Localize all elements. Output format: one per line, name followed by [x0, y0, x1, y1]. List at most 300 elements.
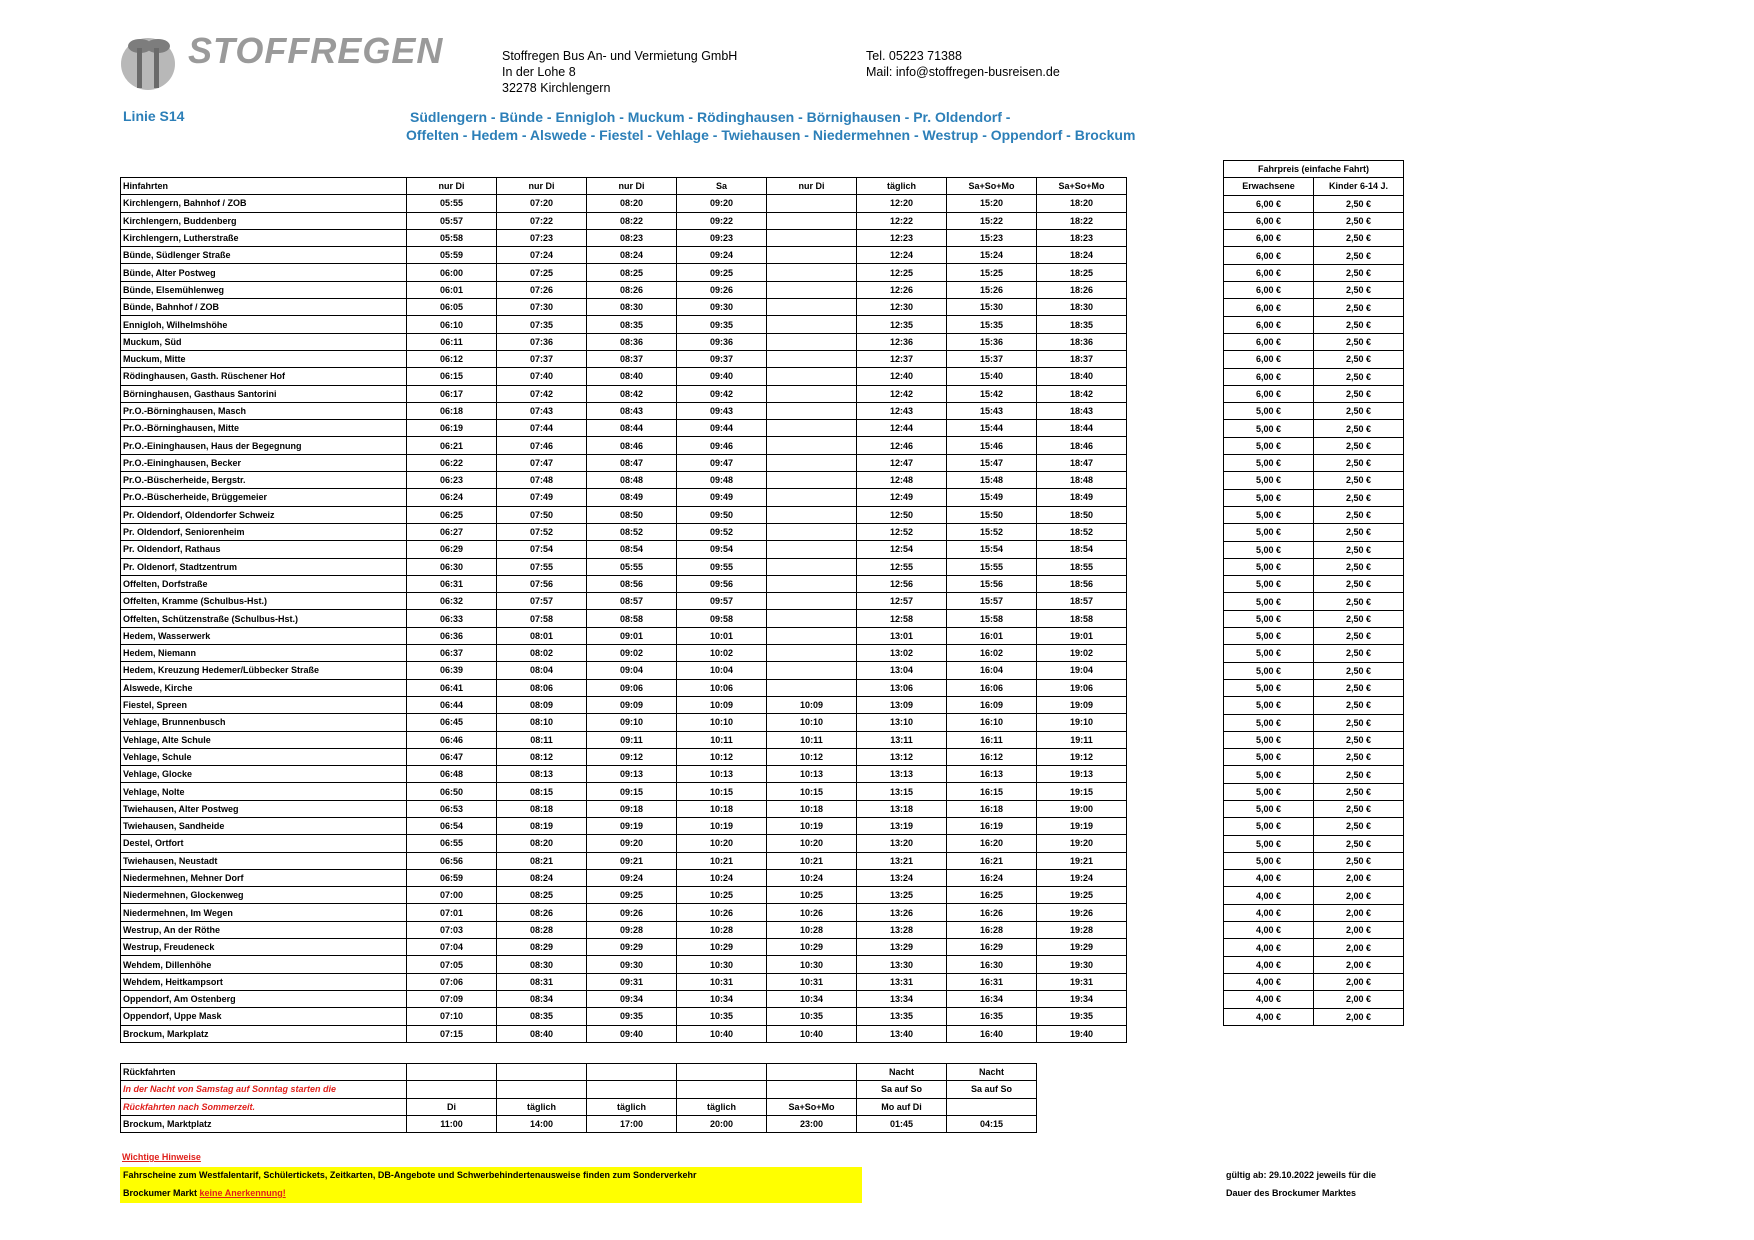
table-row [121, 662, 1127, 679]
fare-price: 5,00 € [1224, 645, 1314, 662]
departure-time: 16:13 [947, 766, 1037, 783]
departure-time: 18:50 [1037, 506, 1127, 523]
departure-time: 08:06 [497, 679, 587, 696]
departure-time [767, 541, 857, 558]
fare-price: 2,50 € [1314, 800, 1404, 817]
departure-time: 12:47 [857, 454, 947, 471]
departure-time: 12:55 [857, 558, 947, 575]
departure-time: 19:21 [1037, 852, 1127, 869]
departure-time: 06:25 [407, 506, 497, 523]
departure-time: 10:11 [677, 731, 767, 748]
fare-title: Fahrpreis (einfache Fahrt) [1224, 161, 1404, 178]
departure-time: 10:09 [767, 696, 857, 713]
departure-time: 07:57 [497, 593, 587, 610]
departure-time: 07:09 [407, 990, 497, 1007]
departure-time: 07:54 [497, 541, 587, 558]
departure-time: 07:49 [497, 489, 587, 506]
departure-time: 09:55 [677, 558, 767, 575]
departure-time: 06:01 [407, 281, 497, 298]
departure-time: 07:22 [497, 212, 587, 229]
departure-time: 10:19 [677, 817, 767, 834]
stop-name: Bünde, Elsemühlenweg [121, 281, 407, 298]
return-time: 23:00 [767, 1115, 857, 1132]
departure-time: 09:57 [677, 593, 767, 610]
departure-time: 12:22 [857, 212, 947, 229]
fare-price: 6,00 € [1224, 230, 1314, 247]
return-row [121, 1064, 1037, 1081]
fare-price: 5,00 € [1224, 403, 1314, 420]
fare-row [1224, 230, 1404, 247]
fare-price: 2,00 € [1314, 973, 1404, 990]
departure-time: 12:52 [857, 523, 947, 540]
fare-price: 5,00 € [1224, 783, 1314, 800]
fare-price: 4,00 € [1224, 956, 1314, 973]
departure-time: 16:25 [947, 887, 1037, 904]
stop-name: Offelten, Kramme (Schulbus-Hst.) [121, 593, 407, 610]
departure-time: 10:18 [767, 800, 857, 817]
departure-time: 06:48 [407, 766, 497, 783]
departure-time: 08:48 [587, 472, 677, 489]
departure-time: 08:26 [497, 904, 587, 921]
fare-price: 5,00 € [1224, 662, 1314, 679]
fare-row [1224, 316, 1404, 333]
table-row [121, 714, 1127, 731]
departure-time: 13:19 [857, 817, 947, 834]
fare-price: 6,00 € [1224, 351, 1314, 368]
departure-time: 19:31 [1037, 973, 1127, 990]
departure-time: 15:35 [947, 316, 1037, 333]
departure-time: 12:48 [857, 472, 947, 489]
departure-time: 10:29 [767, 939, 857, 956]
fare-price: 4,00 € [1224, 887, 1314, 904]
fare-row [1224, 679, 1404, 696]
departure-time: 06:41 [407, 679, 497, 696]
table-row [121, 766, 1127, 783]
fare-price: 5,00 € [1224, 455, 1314, 472]
departure-time: 08:58 [587, 610, 677, 627]
fare-price: 5,00 € [1224, 697, 1314, 714]
departure-time: 12:26 [857, 281, 947, 298]
fare-price: 4,00 € [1224, 939, 1314, 956]
table-row [121, 299, 1127, 316]
table-row [121, 679, 1127, 696]
fare-price: 2,50 € [1314, 455, 1404, 472]
stop-name: Vehlage, Brunnenbusch [121, 714, 407, 731]
departure-time: 15:30 [947, 299, 1037, 316]
fare-row [1224, 922, 1404, 939]
stop-name: Pr.O.-Eininghausen, Becker [121, 454, 407, 471]
departure-time: 08:37 [587, 350, 677, 367]
departure-time: 19:24 [1037, 869, 1127, 886]
departure-time: 09:20 [677, 195, 767, 212]
stop-name: Kirchlengern, Buddenberg [121, 212, 407, 229]
fare-price: 2,50 € [1314, 420, 1404, 437]
departure-time [767, 264, 857, 281]
table-row [121, 939, 1127, 956]
fare-price: 6,00 € [1224, 385, 1314, 402]
departure-time: 10:10 [767, 714, 857, 731]
departure-time: 18:55 [1037, 558, 1127, 575]
departure-time: 09:24 [677, 247, 767, 264]
fare-row [1224, 351, 1404, 368]
departure-time: 09:56 [677, 575, 767, 592]
fare-row [1224, 904, 1404, 921]
return-time: täglich [587, 1098, 677, 1115]
table-row [121, 420, 1127, 437]
departure-time [767, 454, 857, 471]
phone-number: Tel. 05223 71388 [866, 49, 962, 63]
departure-time: 16:02 [947, 645, 1037, 662]
fare-price: 6,00 € [1224, 368, 1314, 385]
fare-row [1224, 991, 1404, 1008]
departure-time: 06:36 [407, 627, 497, 644]
departure-time: 09:36 [677, 333, 767, 350]
fare-row [1224, 973, 1404, 990]
company-street: In der Lohe 8 [502, 65, 576, 79]
fare-row [1224, 749, 1404, 766]
departure-time: 07:36 [497, 333, 587, 350]
departure-time: 13:20 [857, 835, 947, 852]
departure-time: 10:20 [767, 835, 857, 852]
fare-price: 5,00 € [1224, 437, 1314, 454]
table-row [121, 748, 1127, 765]
fare-price: 5,00 € [1224, 506, 1314, 523]
departure-time: 07:23 [497, 229, 587, 246]
departure-time [767, 679, 857, 696]
table-row [121, 852, 1127, 869]
table-row [121, 1025, 1127, 1042]
departure-time: 08:13 [497, 766, 587, 783]
departure-time: 05:58 [407, 229, 497, 246]
fare-price: 5,00 € [1224, 610, 1314, 627]
departure-time: 12:42 [857, 385, 947, 402]
departure-time [767, 610, 857, 627]
departure-time: 08:40 [497, 1025, 587, 1042]
departure-time: 15:49 [947, 489, 1037, 506]
return-time: 20:00 [677, 1115, 767, 1132]
departure-time: 16:40 [947, 1025, 1037, 1042]
return-time: 01:45 [857, 1115, 947, 1132]
table-row [121, 212, 1127, 229]
fare-price: 2,50 € [1314, 524, 1404, 541]
departure-time: 07:55 [497, 558, 587, 575]
departure-time: 08:44 [587, 420, 677, 437]
departure-time [767, 437, 857, 454]
fare-row [1224, 437, 1404, 454]
departure-time: 18:58 [1037, 610, 1127, 627]
fare-price: 2,50 € [1314, 489, 1404, 506]
departure-time: 18:35 [1037, 316, 1127, 333]
fare-price: 2,00 € [1314, 887, 1404, 904]
return-time [677, 1064, 767, 1081]
fare-price: 2,50 € [1314, 282, 1404, 299]
departure-time: 09:22 [677, 212, 767, 229]
fare-price: 2,50 € [1314, 766, 1404, 783]
company-contact [866, 48, 1060, 80]
notes-line-2-text: Brockumer Markt [123, 1188, 200, 1198]
departure-time: 10:06 [677, 679, 767, 696]
fare-price: 4,00 € [1224, 870, 1314, 887]
departure-time [767, 523, 857, 540]
departure-time: 06:29 [407, 541, 497, 558]
departure-time: 07:04 [407, 939, 497, 956]
fare-price: 2,50 € [1314, 731, 1404, 748]
stop-name: Wehdem, Dillenhöhe [121, 956, 407, 973]
departure-time: 12:20 [857, 195, 947, 212]
departure-time: 10:21 [677, 852, 767, 869]
return-label: In der Nacht von Samstag auf Sonntag starten die [121, 1081, 407, 1098]
departure-time: 08:18 [497, 800, 587, 817]
departure-time: 10:40 [767, 1025, 857, 1042]
departure-time: 10:10 [677, 714, 767, 731]
departure-time: 19:12 [1037, 748, 1127, 765]
fare-price: 5,00 € [1224, 800, 1314, 817]
departure-time: 18:47 [1037, 454, 1127, 471]
fare-row [1224, 870, 1404, 887]
fare-price: 2,50 € [1314, 437, 1404, 454]
departure-time: 08:54 [587, 541, 677, 558]
departure-time: 07:06 [407, 973, 497, 990]
departure-time: 10:21 [767, 852, 857, 869]
departure-time: 08:49 [587, 489, 677, 506]
fare-row [1224, 956, 1404, 973]
departure-time: 19:04 [1037, 662, 1127, 679]
fare-price: 2,50 € [1314, 749, 1404, 766]
header-service-day: täglich [857, 178, 947, 195]
fare-price: 2,50 € [1314, 541, 1404, 558]
departure-time: 09:54 [677, 541, 767, 558]
table-row [121, 523, 1127, 540]
departure-time: 15:44 [947, 420, 1037, 437]
departure-time: 13:11 [857, 731, 947, 748]
departure-time: 07:46 [497, 437, 587, 454]
departure-time: 08:04 [497, 662, 587, 679]
departure-time: 06:30 [407, 558, 497, 575]
fare-price: 2,00 € [1314, 922, 1404, 939]
return-time [767, 1081, 857, 1098]
route-description [406, 108, 1136, 144]
departure-time: 05:57 [407, 212, 497, 229]
fare-price: 4,00 € [1224, 904, 1314, 921]
table-row [121, 558, 1127, 575]
departure-time: 07:52 [497, 523, 587, 540]
departure-time: 13:34 [857, 990, 947, 1007]
departure-time: 07:00 [407, 887, 497, 904]
departure-time: 08:21 [497, 852, 587, 869]
table-row [121, 645, 1127, 662]
departure-time: 08:19 [497, 817, 587, 834]
fare-price: 2,50 € [1314, 368, 1404, 385]
stop-name: Fiestel, Spreen [121, 696, 407, 713]
fare-row [1224, 576, 1404, 593]
fare-price: 2,50 € [1314, 645, 1404, 662]
return-time [407, 1081, 497, 1098]
stop-name: Offelten, Schützenstraße (Schulbus-Hst.) [121, 610, 407, 627]
fare-price: 2,50 € [1314, 576, 1404, 593]
departure-time: 19:34 [1037, 990, 1127, 1007]
departure-time: 15:56 [947, 575, 1037, 592]
fare-row [1224, 852, 1404, 869]
fare-header-cell: Erwachsene [1224, 178, 1314, 195]
departure-time: 15:40 [947, 368, 1037, 385]
departure-time: 06:27 [407, 523, 497, 540]
departure-time: 09:10 [587, 714, 677, 731]
departure-time: 09:35 [587, 1008, 677, 1025]
return-time: 04:15 [947, 1115, 1037, 1132]
departure-time: 06:50 [407, 783, 497, 800]
departure-time: 08:42 [587, 385, 677, 402]
stop-name: Muckum, Mitte [121, 350, 407, 367]
return-time: Nacht [857, 1064, 947, 1081]
departure-time: 13:15 [857, 783, 947, 800]
departure-time [767, 212, 857, 229]
departure-time [767, 489, 857, 506]
email-address: Mail: info@stoffregen-busreisen.de [866, 65, 1060, 79]
departure-time: 07:58 [497, 610, 587, 627]
departure-time: 08:56 [587, 575, 677, 592]
table-row [121, 489, 1127, 506]
departure-time: 08:01 [497, 627, 587, 644]
fare-price: 2,00 € [1314, 904, 1404, 921]
departure-time: 08:23 [587, 229, 677, 246]
stop-name: Oppendorf, Am Ostenberg [121, 990, 407, 1007]
departure-time: 07:30 [497, 299, 587, 316]
stop-name: Pr.O.-Eininghausen, Haus der Begegnung [121, 437, 407, 454]
departure-time: 09:20 [587, 835, 677, 852]
departure-time: 12:40 [857, 368, 947, 385]
stop-name: Ennigloh, Wilhelmshöhe [121, 316, 407, 333]
stop-name: Westrup, An der Röthe [121, 921, 407, 938]
departure-time: 10:40 [677, 1025, 767, 1042]
departure-time: 15:48 [947, 472, 1037, 489]
stop-name: Niedermehnen, Mehner Dorf [121, 869, 407, 886]
header-service-day: nur Di [497, 178, 587, 195]
departure-time [767, 316, 857, 333]
departure-time: 09:49 [677, 489, 767, 506]
departure-time: 16:28 [947, 921, 1037, 938]
departure-time: 06:55 [407, 835, 497, 852]
stop-name: Bünde, Südlenger Straße [121, 247, 407, 264]
departure-time: 19:13 [1037, 766, 1127, 783]
outbound-timetable [120, 177, 1127, 1043]
departure-time: 08:24 [497, 869, 587, 886]
fare-price: 2,50 € [1314, 852, 1404, 869]
fare-price: 2,50 € [1314, 593, 1404, 610]
logo-wordmark: STOFFREGEN [188, 30, 444, 71]
departure-time: 18:48 [1037, 472, 1127, 489]
departure-time: 09:23 [677, 229, 767, 246]
departure-time [767, 575, 857, 592]
stop-name: Vehlage, Alte Schule [121, 731, 407, 748]
departure-time [767, 247, 857, 264]
departure-time: 10:34 [767, 990, 857, 1007]
departure-time: 13:40 [857, 1025, 947, 1042]
departure-time: 12:44 [857, 420, 947, 437]
stop-name: Niedermehnen, Im Wegen [121, 904, 407, 921]
table-row [121, 575, 1127, 592]
return-time: Mo auf Di [857, 1098, 947, 1115]
fare-header-cell: Kinder 6-14 J. [1314, 178, 1404, 195]
stop-name: Pr.O.-Börninghausen, Masch [121, 402, 407, 419]
stop-name: Kirchlengern, Bahnhof / ZOB [121, 195, 407, 212]
departure-time: 09:50 [677, 506, 767, 523]
fare-price: 2,50 € [1314, 351, 1404, 368]
departure-time: 19:40 [1037, 1025, 1127, 1042]
fare-price: 5,00 € [1224, 835, 1314, 852]
departure-time: 10:12 [767, 748, 857, 765]
table-row [121, 973, 1127, 990]
table-row [121, 350, 1127, 367]
fare-row [1224, 524, 1404, 541]
departure-time [767, 593, 857, 610]
header-service-day: Sa+So+Mo [947, 178, 1037, 195]
fare-row [1224, 455, 1404, 472]
departure-time: 19:20 [1037, 835, 1127, 852]
company-city: 32278 Kirchlengern [502, 81, 611, 95]
stop-name: Hedem, Kreuzung Hedemer/Lübbecker Straße [121, 662, 407, 679]
fare-row [1224, 628, 1404, 645]
departure-time: 19:29 [1037, 939, 1127, 956]
departure-time: 06:46 [407, 731, 497, 748]
departure-time: 15:57 [947, 593, 1037, 610]
company-name: Stoffregen Bus An- und Vermietung GmbH [502, 49, 738, 63]
fare-price: 2,50 € [1314, 385, 1404, 402]
departure-time: 16:21 [947, 852, 1037, 869]
departure-time: 12:37 [857, 350, 947, 367]
fare-price: 2,00 € [1314, 991, 1404, 1008]
header-direction: Hinfahrten [121, 178, 407, 195]
departure-time: 18:20 [1037, 195, 1127, 212]
departure-time: 19:11 [1037, 731, 1127, 748]
fare-price: 2,50 € [1314, 506, 1404, 523]
fare-price: 5,00 € [1224, 749, 1314, 766]
departure-time: 09:12 [587, 748, 677, 765]
departure-time: 09:25 [587, 887, 677, 904]
departure-time: 18:54 [1037, 541, 1127, 558]
table-row [121, 610, 1127, 627]
stop-name: Oppendorf, Uppe Mask [121, 1008, 407, 1025]
departure-time: 10:31 [767, 973, 857, 990]
fare-price: 6,00 € [1224, 333, 1314, 350]
departure-time: 10:34 [677, 990, 767, 1007]
fare-price: 2,50 € [1314, 212, 1404, 229]
departure-time: 12:23 [857, 229, 947, 246]
departure-time: 15:52 [947, 523, 1037, 540]
header-service-day: Sa [677, 178, 767, 195]
departure-time: 09:46 [677, 437, 767, 454]
departure-time: 10:02 [677, 645, 767, 662]
departure-time: 12:43 [857, 402, 947, 419]
departure-time: 08:31 [497, 973, 587, 990]
fare-price: 5,00 € [1224, 852, 1314, 869]
company-address [502, 48, 737, 96]
departure-time: 06:37 [407, 645, 497, 662]
departure-time: 19:19 [1037, 817, 1127, 834]
table-row [121, 368, 1127, 385]
return-time [677, 1081, 767, 1098]
fare-row [1224, 939, 1404, 956]
return-time: täglich [497, 1098, 587, 1115]
departure-time: 18:22 [1037, 212, 1127, 229]
table-row [121, 385, 1127, 402]
fare-price: 5,00 € [1224, 628, 1314, 645]
departure-time: 12:58 [857, 610, 947, 627]
fare-price: 2,50 € [1314, 697, 1404, 714]
departure-time: 16:29 [947, 939, 1037, 956]
departure-time: 10:35 [767, 1008, 857, 1025]
departure-time: 19:30 [1037, 956, 1127, 973]
departure-time: 10:12 [677, 748, 767, 765]
